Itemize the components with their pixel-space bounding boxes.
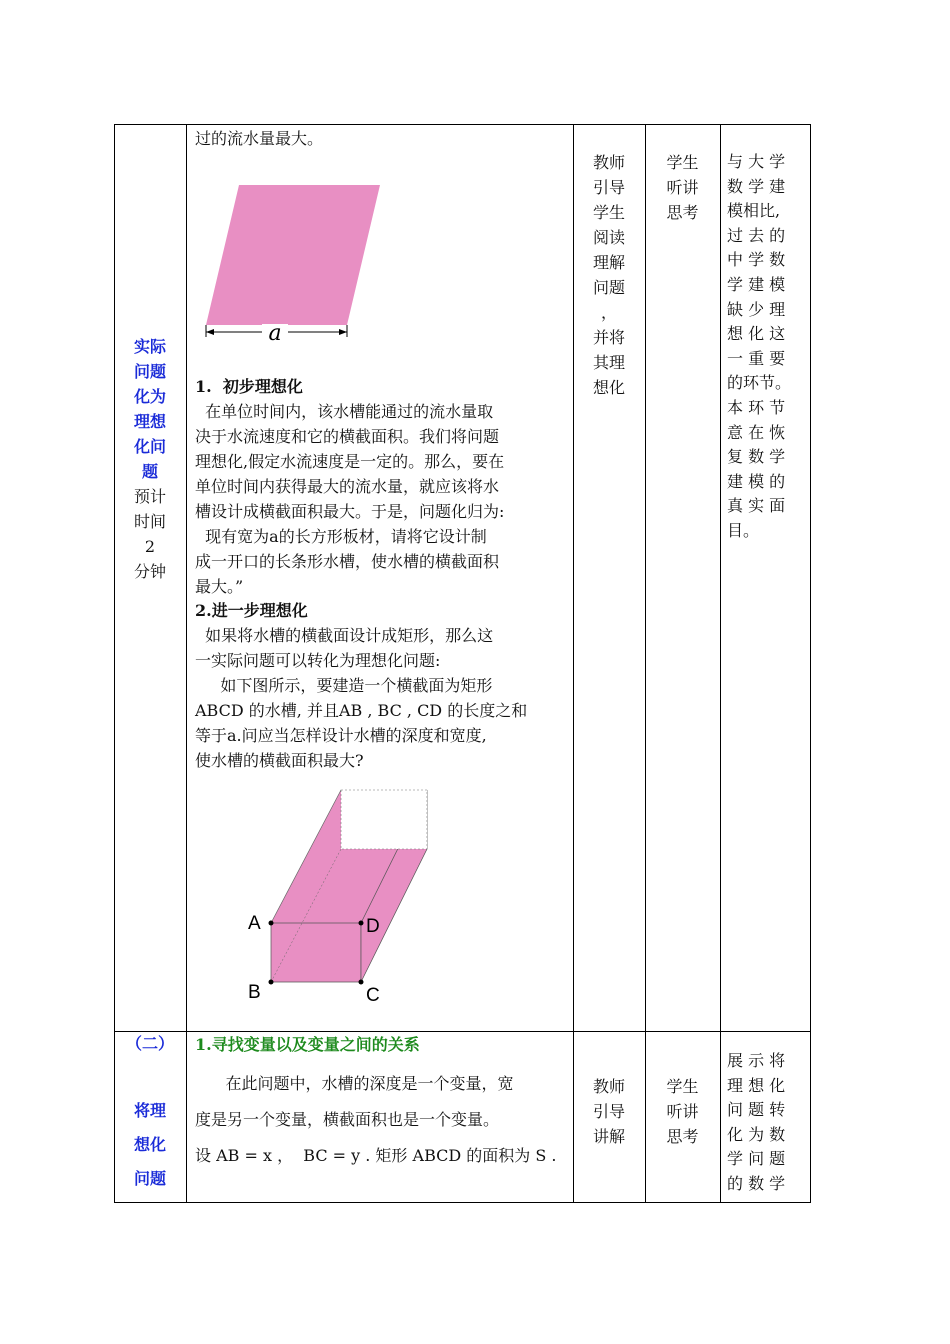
col-divider-3: [645, 124, 646, 1203]
figure-parallelogram: [202, 180, 392, 342]
row2-section-title: 1.寻找变量以及变量之间的关系: [195, 1035, 420, 1054]
point-a: [269, 921, 274, 926]
col-divider-4: [720, 124, 721, 1203]
label-c: C: [366, 985, 380, 1004]
row1-stage-title: 实际 问题 化为 理想 化问 题: [133, 337, 166, 481]
label-b: B: [248, 982, 261, 1003]
row2-body: 在此问题中，水槽的深度是一个变量，宽 度是另一个变量，横截面积也是一个变量。 设 AB = x ， BC = y . 矩形 ABCD 的面积为 S .: [195, 1074, 557, 1165]
label-d: D: [366, 916, 380, 937]
row1-student-activity: 学生 听讲 思考: [666, 153, 699, 222]
label-a: A: [248, 913, 261, 934]
step2-title: 2.进一步理想化: [195, 601, 308, 620]
row1-intro-text: 过的流水量最大。: [195, 129, 324, 148]
lesson-table: [114, 124, 811, 1203]
figure-water-trough: [242, 786, 442, 1004]
point-c: [359, 980, 364, 985]
point-d: [359, 921, 364, 926]
row1-teacher-activity: 教师 引导 学生 阅读 理解 问题 ， 并将 其理 想化: [592, 153, 625, 397]
row2-teacher-activity: 教师 引导 讲解: [592, 1077, 625, 1146]
table-border-top: [114, 124, 811, 125]
parallelogram-shape: [206, 185, 380, 325]
point-b: [269, 980, 274, 985]
row2-stage-number: （二）: [125, 1034, 174, 1053]
arrow-right-head: [339, 329, 347, 335]
trough-cross-section: [271, 923, 361, 982]
row2-design-intent: 展 示 将 理 想 化 问 题 转 化 为 数 学 问 题 的 数 学: [727, 1051, 786, 1193]
trough-opening: [341, 790, 427, 849]
row2-stage-title: 将理 想化 问题: [133, 1101, 166, 1188]
row2-student-activity: 学生 听讲 思考: [666, 1077, 699, 1146]
table-border-right: [810, 124, 811, 1203]
row1-time-estimate: 预计 时间 2 分钟: [133, 487, 166, 581]
table-border-bottom: [114, 1202, 811, 1203]
step2-body: 如果将水槽的横截面设计成矩形，那么这 一实际问题可以转化为理想化问题: 如下图所示，要建造一个横截面为矩形 ABCD 的水槽, 并且AB , BC , CD 的长度之和 等于a.问应当怎样设计水槽的深度和宽度, 使水槽的横截面积最大?: [195, 626, 528, 770]
width-label-a: a: [268, 321, 282, 342]
row1-design-intent: 与 大 学 数 学 建 模相比, 过 去 的 中 学 数 学 建 模 缺 少 理 想 化 这 一 重 要 的环节。 本 环 节 意 在 恢 复 数 学 建 模 的 真 实 面 目。: [727, 152, 792, 540]
arrow-left-head: [206, 329, 214, 335]
step1-title: 1. 初步理想化: [195, 377, 303, 396]
step1-body: 在单位时间内，该水槽能通过的流水量取 决于水流速度和它的横截面积。我们将问题 理想化,假定水流速度是一定的。那么，要在 单位时间内获得最大的流水量，就应该将水 槽设计成横截面积最大。于是，问题化归为: 现有宽为a的长方形板材，请将它设计制 成一开口的长条形水槽，使水槽的横截面积 最大。”: [195, 402, 505, 596]
col-divider-1: [186, 124, 187, 1203]
